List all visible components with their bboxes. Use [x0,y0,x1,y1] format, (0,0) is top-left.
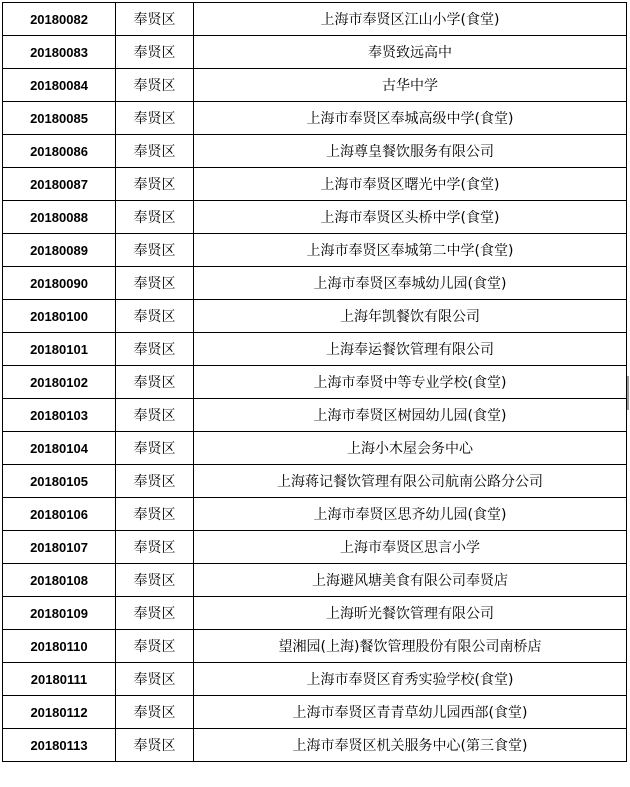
table-row [3,630,627,663]
table-row [3,234,627,267]
code-cell: 20180108 [3,564,116,597]
name-cell: 上海市奉贤区奉城高级中学(食堂) [194,102,627,135]
canteen-list-table [2,2,627,762]
table-row [3,300,627,333]
district-cell: 奉贤区 [116,201,194,234]
code-cell: 20180083 [3,36,116,69]
code-cell: 20180100 [3,300,116,333]
table-row [3,399,627,432]
table-row [3,201,627,234]
table-row [3,696,627,729]
name-cell: 上海市奉贤区树园幼儿园(食堂) [194,399,627,432]
name-cell: 上海市奉贤区思言小学 [194,531,627,564]
code-cell: 20180105 [3,465,116,498]
name-cell: 上海市奉贤区机关服务中心(第三食堂) [194,729,627,762]
name-cell: 上海市奉贤区育秀实验学校(食堂) [194,663,627,696]
code-cell: 20180112 [3,696,116,729]
district-cell: 奉贤区 [116,366,194,399]
name-cell: 上海市奉贤区江山小学(食堂) [194,3,627,36]
code-cell: 20180087 [3,168,116,201]
district-cell: 奉贤区 [116,432,194,465]
scrollbar-edge-mark [627,376,629,410]
table-body [3,3,627,762]
table-row [3,531,627,564]
table-row [3,729,627,762]
name-cell: 奉贤致远高中 [194,36,627,69]
code-cell: 20180111 [3,663,116,696]
code-cell: 20180088 [3,201,116,234]
district-cell: 奉贤区 [116,300,194,333]
district-cell: 奉贤区 [116,399,194,432]
code-cell: 20180085 [3,102,116,135]
name-cell: 上海市奉贤区青青草幼儿园西部(食堂) [194,696,627,729]
code-cell: 20180082 [3,3,116,36]
district-cell: 奉贤区 [116,663,194,696]
district-cell: 奉贤区 [116,333,194,366]
district-cell: 奉贤区 [116,135,194,168]
code-cell: 20180107 [3,531,116,564]
name-cell: 望湘园(上海)餐饮管理股份有限公司南桥店 [194,630,627,663]
district-cell: 奉贤区 [116,267,194,300]
table-row [3,498,627,531]
code-cell: 20180103 [3,399,116,432]
name-cell: 上海市奉贤区曙光中学(食堂) [194,168,627,201]
code-cell: 20180089 [3,234,116,267]
code-cell: 20180109 [3,597,116,630]
code-cell: 20180090 [3,267,116,300]
name-cell: 上海市奉贤区思齐幼儿园(食堂) [194,498,627,531]
district-cell: 奉贤区 [116,564,194,597]
table-row [3,69,627,102]
district-cell: 奉贤区 [116,234,194,267]
name-cell: 上海市奉贤区奉城第二中学(食堂) [194,234,627,267]
district-cell: 奉贤区 [116,597,194,630]
district-cell: 奉贤区 [116,168,194,201]
table-row [3,36,627,69]
name-cell: 上海年凯餐饮有限公司 [194,300,627,333]
table-row [3,333,627,366]
name-cell: 上海避风塘美食有限公司奉贤店 [194,564,627,597]
district-cell: 奉贤区 [116,3,194,36]
district-cell: 奉贤区 [116,498,194,531]
district-cell: 奉贤区 [116,696,194,729]
name-cell: 古华中学 [194,69,627,102]
code-cell: 20180102 [3,366,116,399]
district-cell: 奉贤区 [116,102,194,135]
name-cell: 上海蒋记餐饮管理有限公司航南公路分公司 [194,465,627,498]
code-cell: 20180113 [3,729,116,762]
table-row [3,102,627,135]
table-row [3,3,627,36]
code-cell: 20180106 [3,498,116,531]
table-row [3,366,627,399]
district-cell: 奉贤区 [116,36,194,69]
table-row [3,432,627,465]
district-cell: 奉贤区 [116,630,194,663]
name-cell: 上海昕光餐饮管理有限公司 [194,597,627,630]
table-row [3,465,627,498]
name-cell: 上海尊皇餐饮服务有限公司 [194,135,627,168]
district-cell: 奉贤区 [116,729,194,762]
table-row [3,597,627,630]
table-row [3,135,627,168]
data-table-container [2,2,626,762]
code-cell: 20180086 [3,135,116,168]
code-cell: 20180101 [3,333,116,366]
table-row [3,267,627,300]
code-cell: 20180084 [3,69,116,102]
name-cell: 上海市奉贤区奉城幼儿园(食堂) [194,267,627,300]
district-cell: 奉贤区 [116,531,194,564]
name-cell: 上海市奉贤区头桥中学(食堂) [194,201,627,234]
code-cell: 20180110 [3,630,116,663]
district-cell: 奉贤区 [116,465,194,498]
name-cell: 上海市奉贤中等专业学校(食堂) [194,366,627,399]
district-cell: 奉贤区 [116,69,194,102]
table-row [3,168,627,201]
table-row [3,663,627,696]
name-cell: 上海小木屋会务中心 [194,432,627,465]
code-cell: 20180104 [3,432,116,465]
name-cell: 上海奉运餐饮管理有限公司 [194,333,627,366]
table-row [3,564,627,597]
